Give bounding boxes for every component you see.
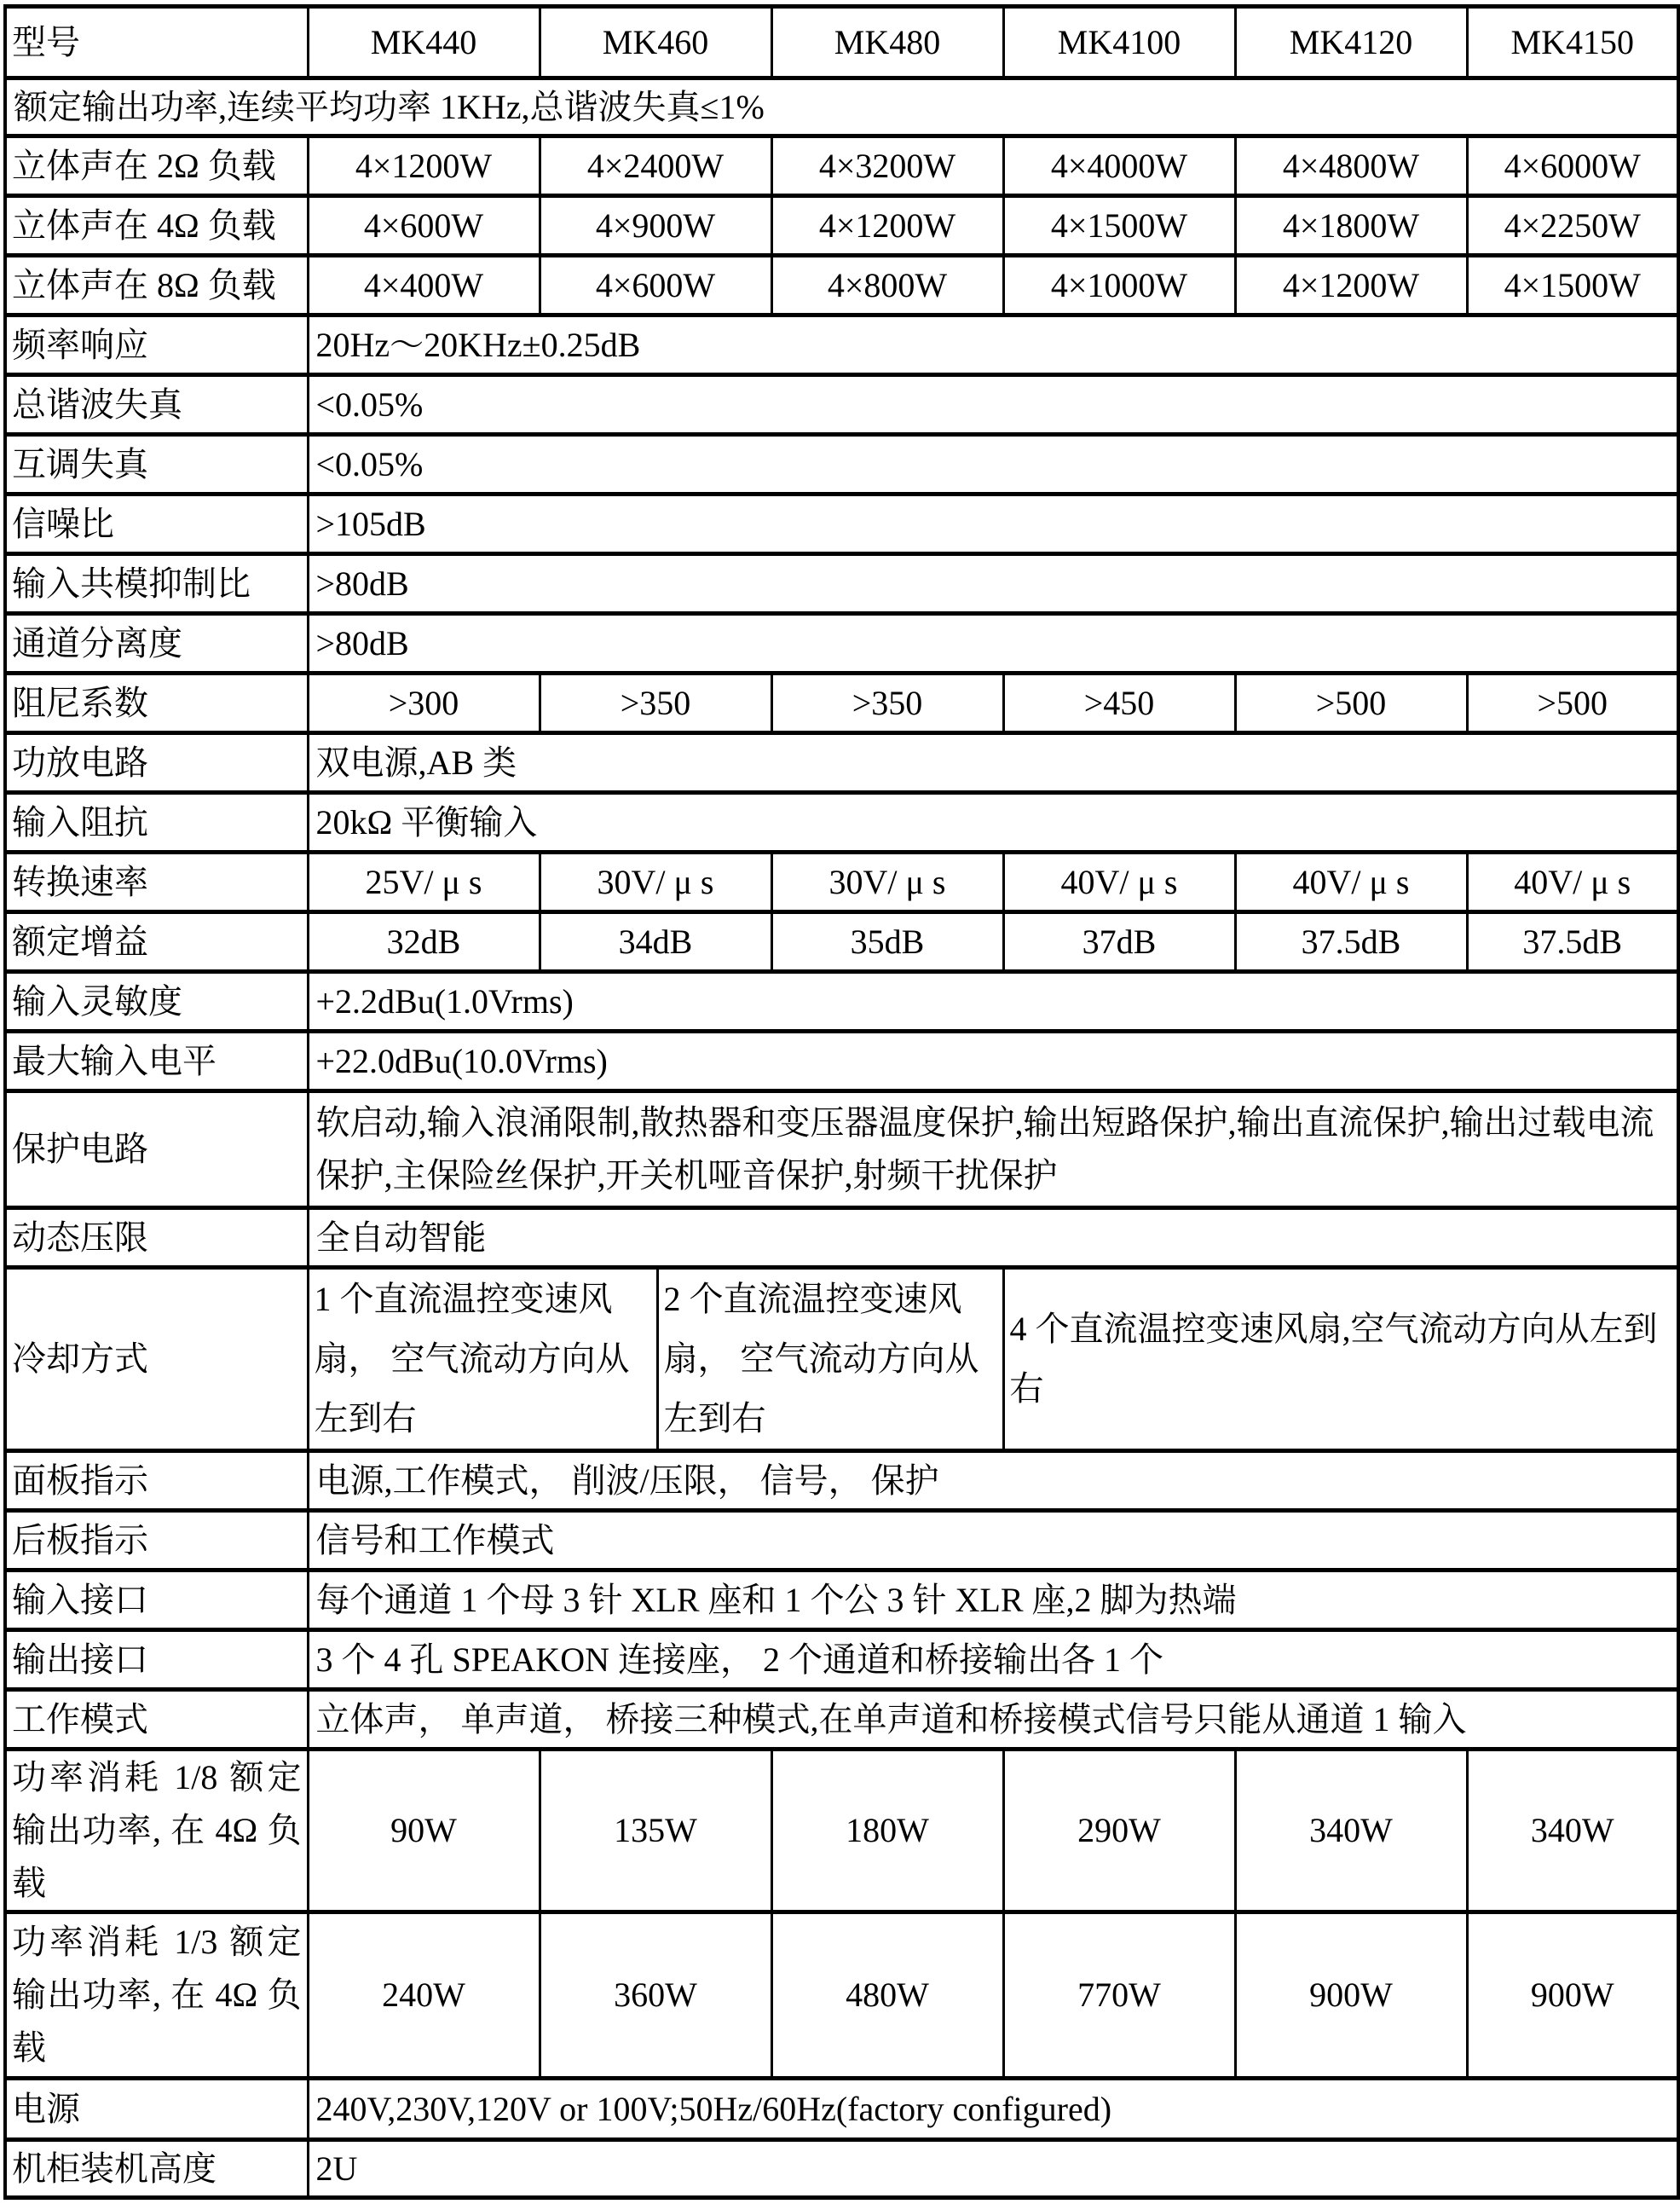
model-name-mk460: MK460 [540, 7, 771, 78]
spec-value-imd: <0.05% [308, 435, 1678, 495]
cooling-cell-4fan: 4 个直流温控变速风扇,空气流动方向从左到右 [1009, 1310, 1658, 1408]
spec-value: 37.5dB [1467, 912, 1678, 972]
spec-label-rear-panel: 后板指示 [5, 1511, 308, 1571]
spec-value: 4×1200W [771, 196, 1003, 256]
spec-value: 900W [1235, 1912, 1467, 2079]
table-row-rear-panel [5, 1511, 1678, 1571]
spec-label-rack-height: 机柜装机高度 [5, 2140, 308, 2198]
spec-value: >350 [540, 674, 771, 733]
cooling-cells [308, 1268, 1678, 1451]
spec-value: 25V/ μ s [308, 853, 540, 912]
table-row-rated-power-note [5, 78, 1678, 136]
spec-value: 4×1500W [1467, 256, 1678, 315]
spec-value: 4×1200W [1235, 256, 1467, 315]
spec-label-cooling: 冷却方式 [5, 1268, 308, 1451]
spec-value: 4×800W [771, 256, 1003, 315]
table-row-snr [5, 495, 1678, 554]
spec-value-input-sensitivity: +2.2dBu(1.0Vrms) [308, 972, 1678, 1032]
spec-value-amp-circuit: 双电源,AB 类 [308, 733, 1678, 793]
spec-label-thd: 总谐波失真 [5, 375, 308, 435]
spec-value: 4×3200W [771, 136, 1003, 196]
spec-label-cmrr: 输入共模抑制比 [5, 554, 308, 614]
table-row-channel-separation [5, 614, 1678, 674]
spec-value: 480W [771, 1912, 1003, 2079]
spec-table [3, 4, 1680, 2200]
spec-value: >500 [1235, 674, 1467, 733]
spec-label-power-consumption-1-8: 功率消耗 1/8 额定输出功率, 在 4Ω 负载 [5, 1750, 308, 1912]
spec-label-rated-gain: 额定增益 [5, 912, 308, 972]
model-name-mk4150: MK4150 [1467, 7, 1678, 78]
table-row-power-supply [5, 2079, 1678, 2140]
spec-value-rear-panel: 信号和工作模式 [308, 1511, 1678, 1571]
table-row-protection [5, 1091, 1678, 1208]
spec-value: 4×900W [540, 196, 771, 256]
spec-label-amp-circuit: 功放电路 [5, 733, 308, 793]
spec-value: 4×4000W [1003, 136, 1235, 196]
spec-label-stereo-2ohm: 立体声在 2Ω 负载 [5, 136, 308, 196]
spec-value: 770W [1003, 1912, 1235, 2079]
table-row-slew-rate [5, 853, 1678, 912]
spec-value: 40V/ μ s [1003, 853, 1235, 912]
spec-value: 32dB [308, 912, 540, 972]
spec-value-operating-modes: 立体声， 单声道， 桥接三种模式,在单声道和桥接模式信号只能从通道 1 输入 [308, 1690, 1678, 1750]
spec-value-front-panel: 电源,工作模式， 削波/压限， 信号， 保护 [308, 1451, 1678, 1511]
spec-value: 240W [308, 1912, 540, 2079]
spec-label-operating-modes: 工作模式 [5, 1690, 308, 1750]
spec-label-input-connectors: 输入接口 [5, 1571, 308, 1630]
table-row-power-consumption-1-8 [5, 1750, 1678, 1912]
table-row-front-panel [5, 1451, 1678, 1511]
spec-value-snr: >105dB [308, 495, 1678, 554]
table-row-input-connectors [5, 1571, 1678, 1630]
spec-value-max-input-level: +22.0dBu(10.0Vrms) [308, 1032, 1678, 1091]
spec-value: 4×600W [540, 256, 771, 315]
spec-label-imd: 互调失真 [5, 435, 308, 495]
spec-label-input-sensitivity: 输入灵敏度 [5, 972, 308, 1032]
spec-value-cmrr: >80dB [308, 554, 1678, 614]
table-row-input-impedance [5, 793, 1678, 853]
spec-value-protection: 软启动,输入浪涌限制,散热器和变压器温度保护,输出短路保护,输出直流保护,输出过载电流保护,主保险丝保护,开关机哑音保护,射频干扰保护 [308, 1091, 1678, 1208]
table-row-dynamic-limiter [5, 1208, 1678, 1268]
cooling-cell-2fan: 2 个直流温控变速风扇， 空气流动方向从左到右 [659, 1270, 1005, 1449]
spec-label-max-input-level: 最大输入电平 [5, 1032, 308, 1091]
spec-value-input-impedance: 20kΩ 平衡输入 [308, 793, 1678, 853]
spec-value: >300 [308, 674, 540, 733]
spec-label-channel-separation: 通道分离度 [5, 614, 308, 674]
spec-value: 37dB [1003, 912, 1235, 972]
spec-value: 35dB [771, 912, 1003, 972]
spec-value: >350 [771, 674, 1003, 733]
spec-label-power-supply: 电源 [5, 2079, 308, 2140]
spec-value: >500 [1467, 674, 1678, 733]
table-row-input-sensitivity [5, 972, 1678, 1032]
spec-value: 340W [1235, 1750, 1467, 1912]
table-row-rated-gain [5, 912, 1678, 972]
model-name-mk4100: MK4100 [1003, 7, 1235, 78]
spec-value: >450 [1003, 674, 1235, 733]
spec-value: 4×4800W [1235, 136, 1467, 196]
model-name-mk480: MK480 [771, 7, 1003, 78]
spec-label-slew-rate: 转换速率 [5, 853, 308, 912]
spec-value-freq-response: 20Hz～20KHz±0.25dB [308, 315, 1678, 375]
model-name-mk440: MK440 [308, 7, 540, 78]
spec-label-dynamic-limiter: 动态压限 [5, 1208, 308, 1268]
spec-value: 360W [540, 1912, 771, 2079]
spec-label-front-panel: 面板指示 [5, 1451, 308, 1511]
spec-value: 37.5dB [1235, 912, 1467, 972]
spec-value: 4×1000W [1003, 256, 1235, 315]
spec-value-output-connectors: 3 个 4 孔 SPEAKON 连接座， 2 个通道和桥接输出各 1 个 [308, 1630, 1678, 1690]
spec-value: 30V/ μ s [771, 853, 1003, 912]
spec-value: 4×2250W [1467, 196, 1678, 256]
spec-value-rack-height: 2U [308, 2140, 1678, 2198]
spec-value: 135W [540, 1750, 771, 1912]
spec-value: 90W [308, 1750, 540, 1912]
table-row-power-consumption-1-3 [5, 1912, 1678, 2079]
spec-value-power-supply: 240V,230V,120V or 100V;50Hz/60Hz(factory configured) [308, 2079, 1678, 2140]
table-row-damping-factor [5, 674, 1678, 733]
spec-value: 4×400W [308, 256, 540, 315]
spec-value: 4×1200W [308, 136, 540, 196]
spec-value: 4×2400W [540, 136, 771, 196]
table-row-cmrr [5, 554, 1678, 614]
spec-value-channel-separation: >80dB [308, 614, 1678, 674]
table-row-imd [5, 435, 1678, 495]
spec-value: 30V/ μ s [540, 853, 771, 912]
table-row-stereo-2ohm [5, 136, 1678, 196]
spec-label-stereo-8ohm: 立体声在 8Ω 负载 [5, 256, 308, 315]
spec-value-input-connectors: 每个通道 1 个母 3 针 XLR 座和 1 个公 3 针 XLR 座,2 脚为热端 [308, 1571, 1678, 1630]
spec-label-stereo-4ohm: 立体声在 4Ω 负载 [5, 196, 308, 256]
table-row-thd [5, 375, 1678, 435]
model-name-mk4120: MK4120 [1235, 7, 1467, 78]
spec-label-snr: 信噪比 [5, 495, 308, 554]
table-row-rack-height [5, 2140, 1678, 2198]
spec-label-damping-factor: 阻尼系数 [5, 674, 308, 733]
spec-label-protection: 保护电路 [5, 1091, 308, 1208]
spec-value: 4×1500W [1003, 196, 1235, 256]
table-row-freq-response [5, 315, 1678, 375]
spec-value: 900W [1467, 1912, 1678, 2079]
spec-value: 4×1800W [1235, 196, 1467, 256]
rated-power-note: 额定输出功率,连续平均功率 1KHz,总谐波失真≤1% [5, 78, 1678, 136]
spec-value: 40V/ μ s [1467, 853, 1678, 912]
spec-value: 180W [771, 1750, 1003, 1912]
table-row-max-input-level [5, 1032, 1678, 1091]
table-row-stereo-4ohm [5, 196, 1678, 256]
cooling-cell-1fan: 1 个直流温控变速风扇， 空气流动方向从左到右 [309, 1270, 659, 1449]
table-row-cooling [5, 1268, 1678, 1451]
spec-value: 4×6000W [1467, 136, 1678, 196]
table-row-model-header [5, 7, 1678, 78]
table-row-stereo-8ohm [5, 256, 1678, 315]
model-header-label: 型号 [5, 7, 308, 78]
spec-label-power-consumption-1-3: 功率消耗 1/3 额定输出功率, 在 4Ω 负载 [5, 1912, 308, 2079]
spec-value: 340W [1467, 1750, 1678, 1912]
spec-value: 40V/ μ s [1235, 853, 1467, 912]
spec-label-output-connectors: 输出接口 [5, 1630, 308, 1690]
spec-value: 34dB [540, 912, 771, 972]
spec-value: 4×600W [308, 196, 540, 256]
spec-value: 290W [1003, 1750, 1235, 1912]
spec-label-freq-response: 频率响应 [5, 315, 308, 375]
table-row-output-connectors [5, 1630, 1678, 1690]
spec-label-input-impedance: 输入阻抗 [5, 793, 308, 853]
spec-value-thd: <0.05% [308, 375, 1678, 435]
spec-value-dynamic-limiter: 全自动智能 [308, 1208, 1678, 1268]
table-row-operating-modes [5, 1690, 1678, 1750]
table-row-amp-circuit [5, 733, 1678, 793]
